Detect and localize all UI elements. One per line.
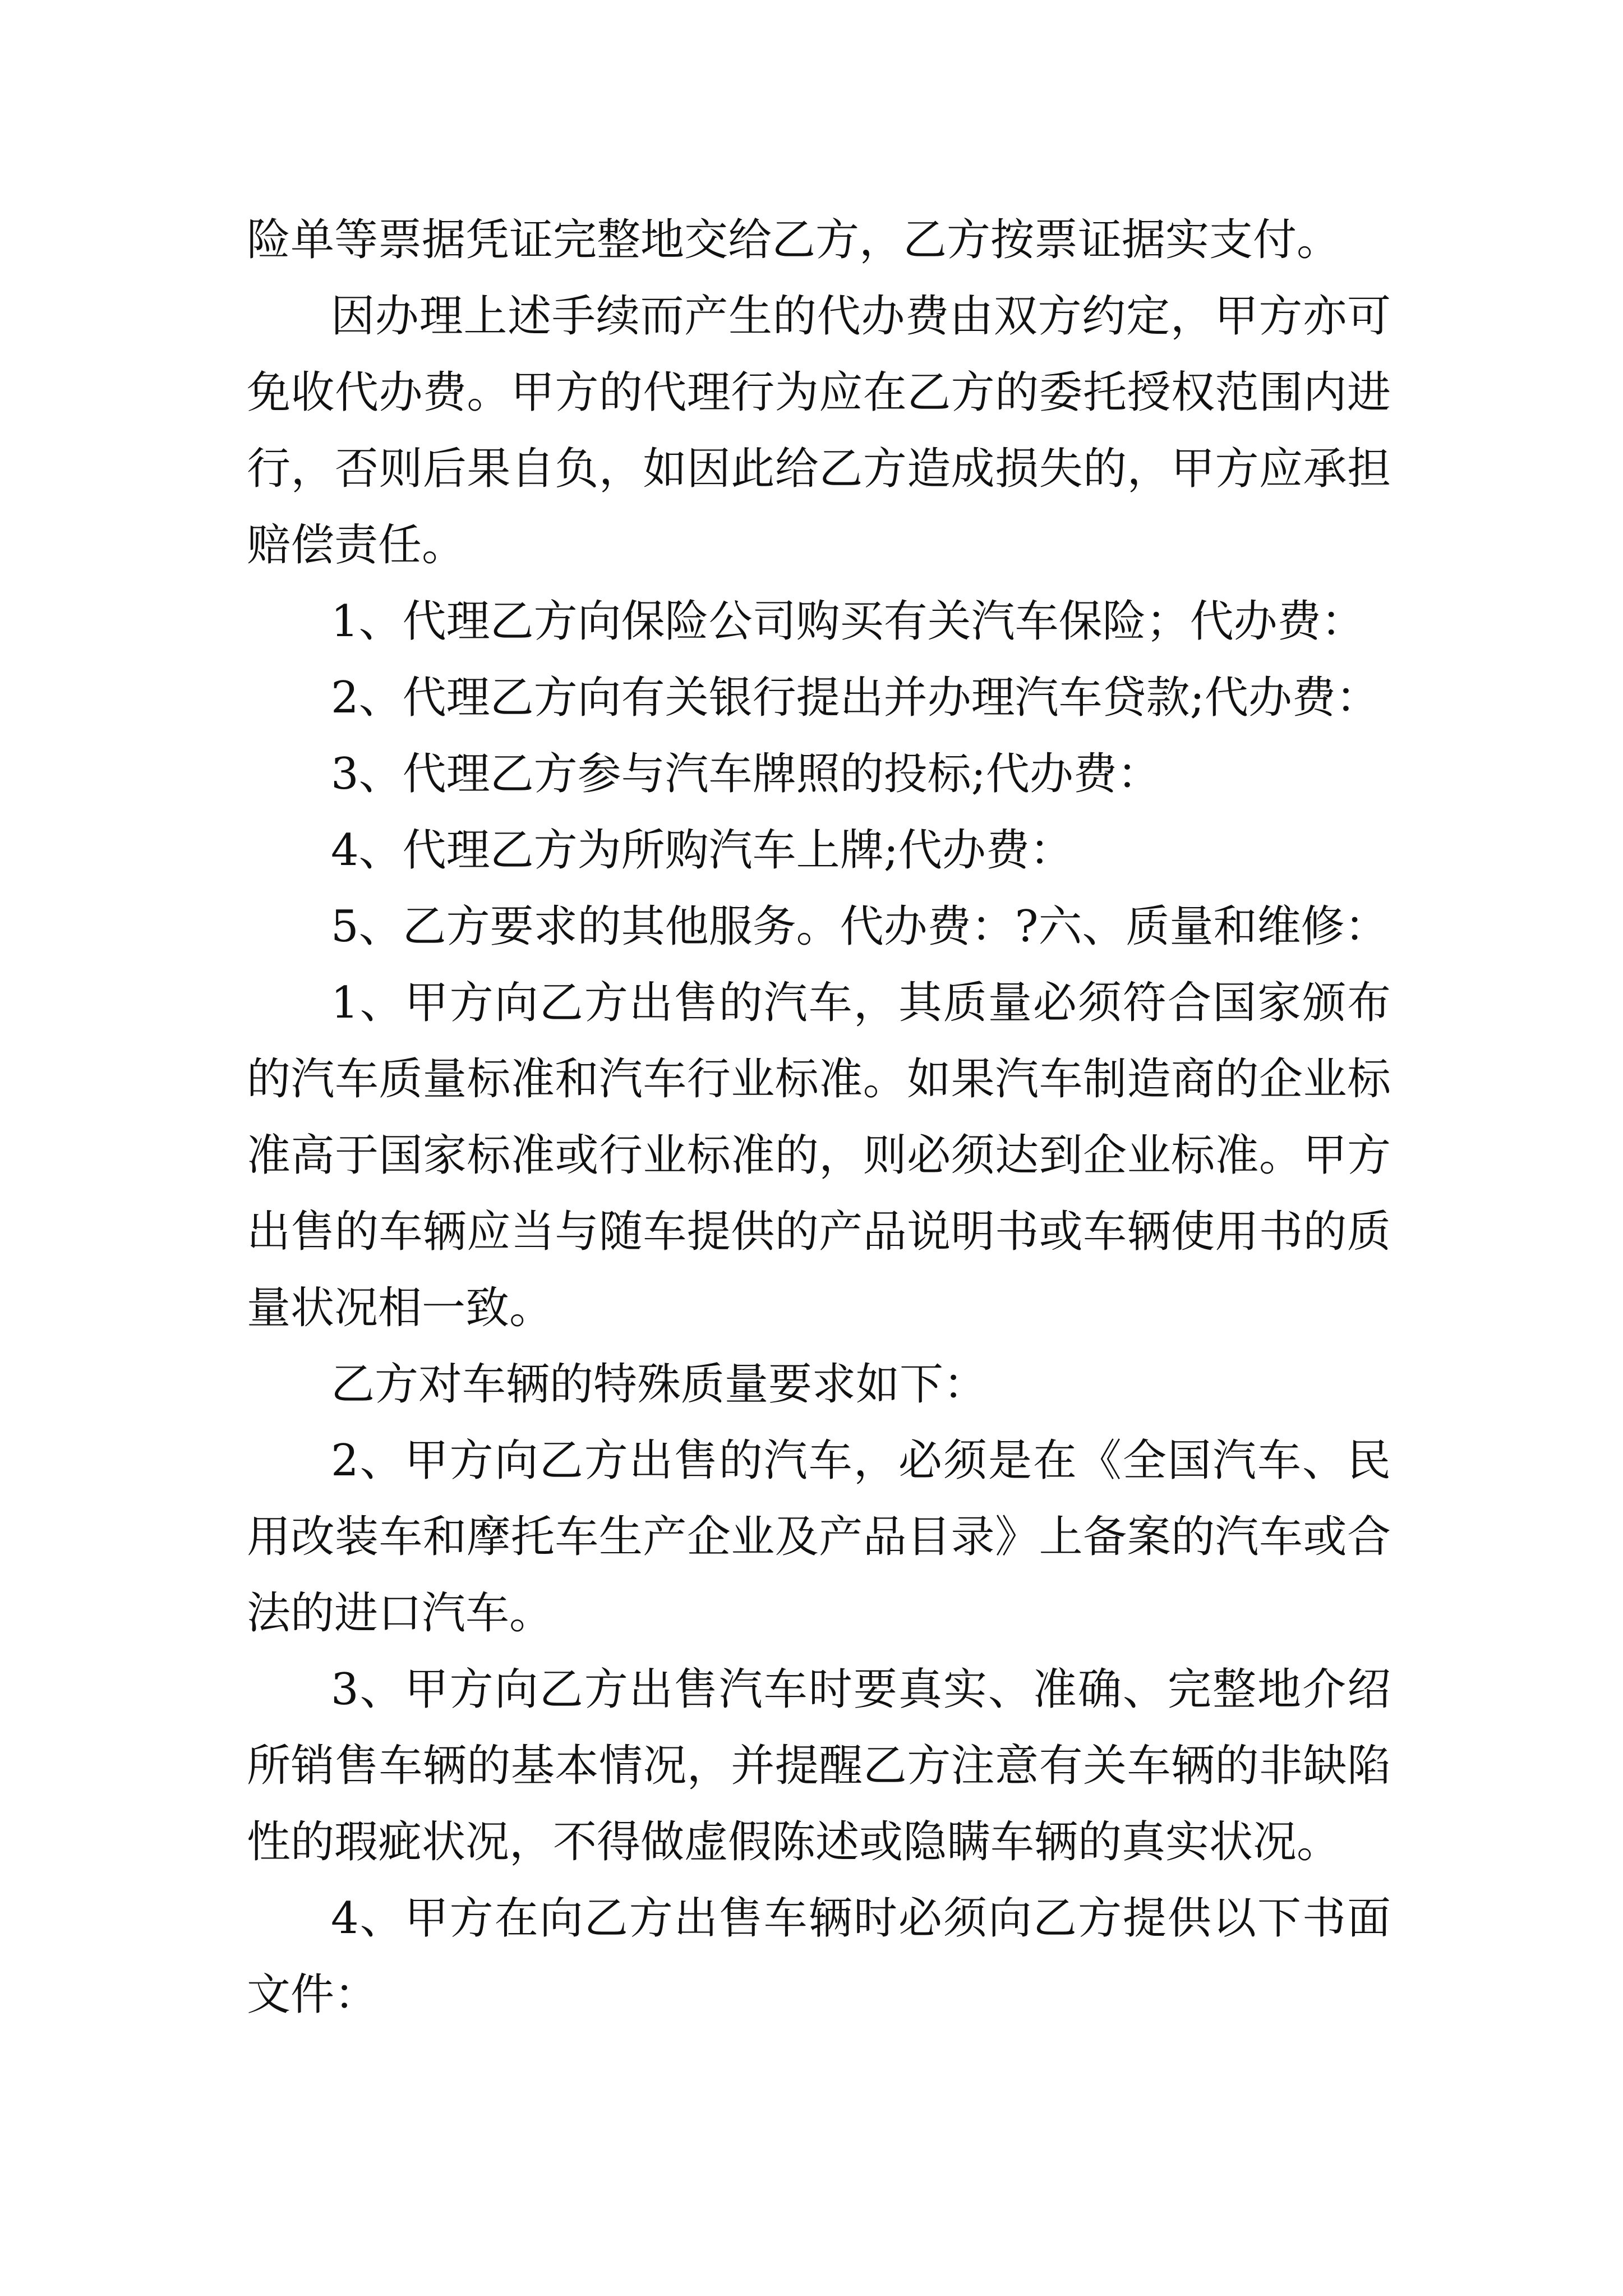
paragraph-quality-standard: 1、甲方向乙方出售的汽车，其质量必须符合国家颁布的汽车质量标准和汽车行业标准。如果汽车制造商的企业标准高于国家标准或行业标准的，则必须达到企业标准。甲方出售的车辆应当与随车提供的产品说明书或车辆使用书的质量状况相一致。 <box>247 978 1391 1333</box>
list-item-insurance: 1、代理乙方向保险公司购买有关汽车保险；代办费： <box>331 596 1365 647</box>
paragraph-receipts: 险单等票据凭证完整地交给乙方，乙方按票证据实支付。 <box>247 215 1341 265</box>
paragraph-catalog: 2、甲方向乙方出售的汽车，必须是在《全国汽车、民用改装车和摩托车生产企业及产品目录》上备案的汽车或合法的进口汽车。 <box>247 1435 1391 1639</box>
paragraph-special-requirements: 乙方对车辆的特殊质量要求如下： <box>331 1359 988 1410</box>
list-item-other-services: 5、乙方要求的其他服务。代办费：?六、质量和维修： <box>331 901 1389 952</box>
list-item-loan: 2、代理乙方向有关银行提出并办理汽车贷款;代办费： <box>331 673 1380 723</box>
paragraph-disclosure: 3、甲方向乙方出售汽车时要真实、准确、完整地介绍所销售车辆的基本情况，并提醒乙方注意有关车辆的非缺陷性的瑕疵状况，不得做虚假陈述或隐瞒车辆的真实状况。 <box>247 1664 1391 1867</box>
document-body <box>247 202 1391 2033</box>
list-item-license-bid: 3、代理乙方参与汽车牌照的投标;代办费： <box>331 749 1161 799</box>
paragraph-agency-fee: 因办理上述手续而产生的代办费由双方约定，甲方亦可免收代办费。甲方的代理行为应在乙方的委托授权范围内进行，否则后果自负，如因此给乙方造成损失的，甲方应承担赔偿责任。 <box>247 291 1391 570</box>
paragraph-documents: 4、甲方在向乙方出售车辆时必须向乙方提供以下书面文件： <box>247 1893 1391 2020</box>
list-item-registration: 4、代理乙方为所购汽车上牌;代办费： <box>331 825 1073 876</box>
